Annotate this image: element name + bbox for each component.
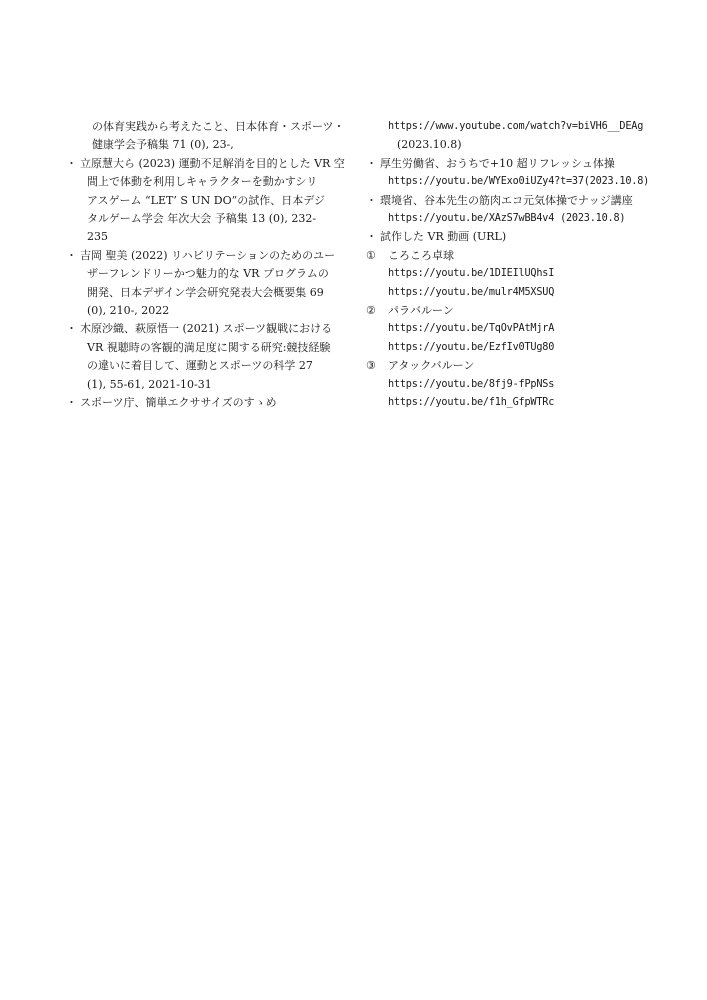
reference-line: アスゲーム “LET’ S UN DO”の試作、日本デジ [87,193,326,207]
circled-number: ③ [366,359,376,373]
reference-line: スポーツ庁、簡単エクササイズのすゝめ [80,396,277,410]
reference-line: 開発、日本デザイン学会研究発表大会概要集 69 [87,285,324,299]
reference-item [366,228,644,246]
reference-line: ザーフレンドリーかつ魅力的な VR プログラムの [87,267,329,281]
reference-item [366,192,644,210]
reference-item [66,155,344,173]
reference-line: 木原沙織、萩原悟一 (2021) スポーツ観戦における [80,322,333,336]
reference-line: 235 [87,230,108,244]
video-item [366,302,644,320]
reference-line: 吉岡 聖美 (2022) リハビリテーションのためのユー [80,248,336,262]
reference-url: https://www.youtube.com/watch?v=biVH6__DEAg [388,121,644,132]
references-left-column [66,118,344,413]
reference-line: 健康学会予稿集 71 (0), 23-, [92,138,234,152]
bullet-mark: ・ [366,156,377,170]
reference-item [66,247,344,265]
reference-url: https://youtu.be/WYExo0iUZy4?t=37(2023.10.8) [388,176,650,188]
video-item [366,357,644,375]
video-url: https://youtu.be/mulr4M5XSUQ [388,286,555,298]
reference-item [366,155,644,173]
reference-line: VR 視聴時の客観的満足度に関する研究:競技経験 [87,340,331,354]
circled-number: ① [366,248,376,262]
reference-title: 環境省、谷本先生の筋肉エコ元気体操でナッジ講座 [380,193,633,207]
bullet-mark: ・ [66,396,77,410]
reference-line: 立原慧大ら (2023) 運動不足解消を目的とした VR 空 [80,156,345,170]
video-url: https://youtu.be/8fj9-fPpNSs [388,378,555,390]
reference-item [66,394,344,412]
video-url: https://youtu.be/TqOvPAtMjrA [388,323,555,335]
circled-number: ② [366,304,376,318]
reference-title: 試作した VR 動画 (URL) [380,230,507,244]
reference-line: (1), 55-61, 2021-10-31 [87,377,212,391]
video-title: パラバルーン [388,304,454,318]
reference-line: 間上で体動を利用しキャラクターを動かすシリ [87,175,318,189]
references-right-column [366,118,650,413]
reference-date: (2023.10.8) [397,138,462,152]
video-title: アタックバルーン [388,359,475,373]
reference-line: の体育実践から考えたこと、日本体育・スポーツ・ [92,120,345,133]
reference-title: 厚生労働省、おうちで+10 超リフレッシュ体操 [380,156,615,170]
bullet-mark: ・ [366,230,377,244]
reference-line: タルゲーム学会 年次大会 予稿集 13 (0), 232- [87,212,317,226]
video-url: https://youtu.be/1DIEIlUQhsI [388,268,555,280]
bullet-mark: ・ [66,248,77,262]
reference-line: (0), 210-, 2022 [87,304,170,318]
video-url: https://youtu.be/EzfIv0TUg80 [388,341,555,353]
video-title: ころころ卓球 [388,248,454,262]
reference-item [66,320,344,338]
bullet-mark: ・ [66,322,77,336]
video-url: https://youtu.be/f1h_GfpWTRc [388,397,555,409]
reference-url: https://youtu.be/XAzS7wBB4v4 (2023.10.8) [388,213,626,225]
bullet-mark: ・ [366,193,377,207]
video-item [366,247,644,265]
reference-line: の違いに着目して、運動とスポーツの科学 27 [87,359,313,373]
bullet-mark: ・ [66,156,77,170]
